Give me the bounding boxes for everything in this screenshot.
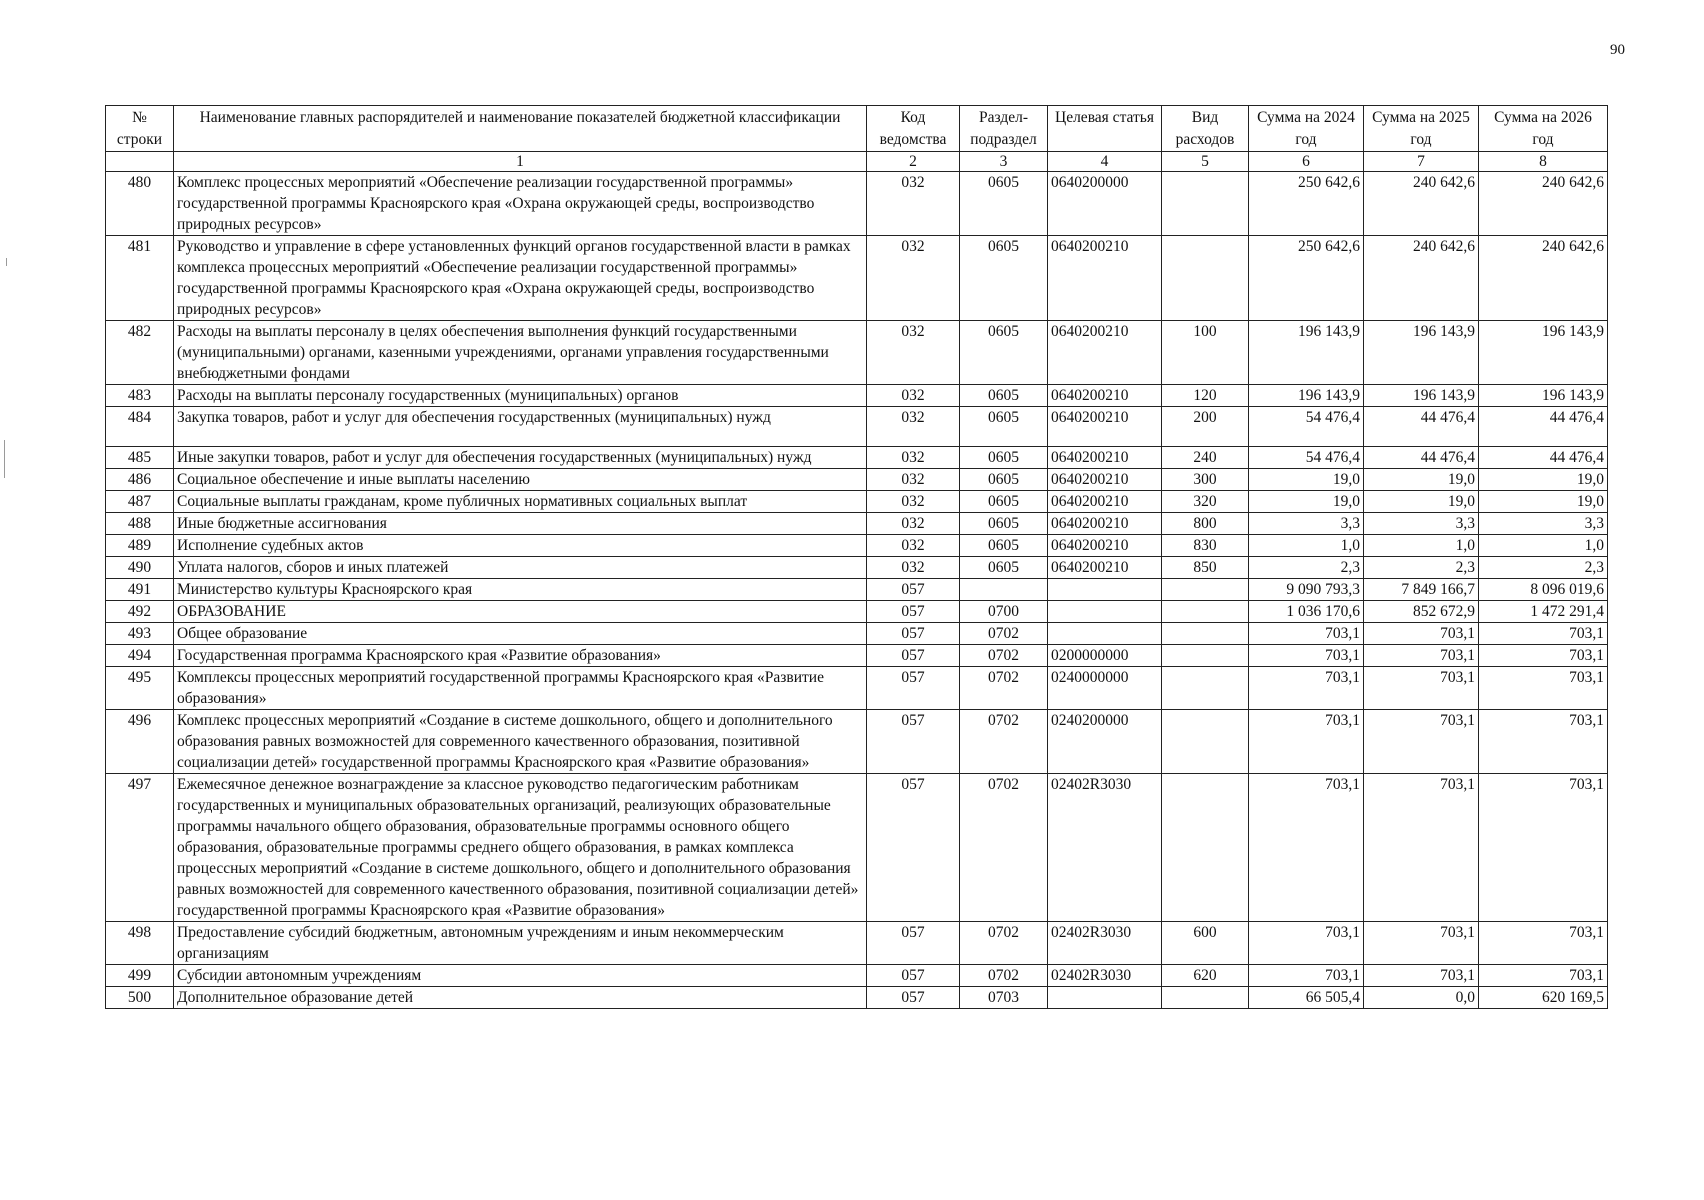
header-sum-2024: Сумма на 2024 год — [1249, 106, 1364, 152]
row-number-cell: 490 — [106, 557, 174, 579]
sum-2025-cell: 703,1 — [1364, 965, 1479, 987]
table-row — [106, 321, 1608, 385]
row-name-cell: Комплекс процессных мероприятий «Обеспечение реализации государственной программы» государственной программы Красноярского края «Охрана окружающей среды, воспроизводство природных ресурсов» — [174, 172, 867, 236]
table-row — [106, 623, 1608, 645]
target-article-cell: 0200000000 — [1048, 645, 1162, 667]
row-number-cell: 484 — [106, 407, 174, 447]
sum-2025-cell: 703,1 — [1364, 922, 1479, 965]
row-name-cell: Общее образование — [174, 623, 867, 645]
target-article-cell: 0640200210 — [1048, 407, 1162, 447]
section-cell: 0605 — [960, 407, 1048, 447]
expense-type-cell: 100 — [1162, 321, 1249, 385]
target-article-cell — [1048, 623, 1162, 645]
section-cell: 0605 — [960, 513, 1048, 535]
row-number-cell: 498 — [106, 922, 174, 965]
row-name-cell: Иные бюджетные ассигнования — [174, 513, 867, 535]
expense-type-cell — [1162, 601, 1249, 623]
sum-2026-cell: 240 642,6 — [1479, 236, 1608, 321]
sum-2025-cell: 703,1 — [1364, 623, 1479, 645]
row-number-cell: 489 — [106, 535, 174, 557]
section-cell: 0702 — [960, 623, 1048, 645]
table-row — [106, 385, 1608, 407]
row-name-cell: Исполнение судебных актов — [174, 535, 867, 557]
header-row-number: № строки — [106, 106, 174, 152]
header-target-article: Целевая статья — [1048, 106, 1162, 152]
header-section: Раздел-подраздел — [960, 106, 1048, 152]
target-article-cell: 0240200000 — [1048, 710, 1162, 774]
dept-code-cell: 057 — [867, 667, 960, 710]
row-number-cell: 485 — [106, 447, 174, 469]
target-article-cell: 0640200210 — [1048, 535, 1162, 557]
dept-code-cell: 032 — [867, 535, 960, 557]
target-article-cell: 02402R3030 — [1048, 774, 1162, 922]
target-article-cell: 0640200210 — [1048, 385, 1162, 407]
header-sum-2026: Сумма на 2026 год — [1479, 106, 1608, 152]
section-cell: 0605 — [960, 469, 1048, 491]
expense-type-cell — [1162, 645, 1249, 667]
table-row — [106, 513, 1608, 535]
row-number-cell: 491 — [106, 579, 174, 601]
scan-artifact — [6, 258, 7, 266]
target-article-cell: 0640200210 — [1048, 236, 1162, 321]
expense-type-cell — [1162, 579, 1249, 601]
header-sum-2025: Сумма на 2025 год — [1364, 106, 1479, 152]
sum-2026-cell: 703,1 — [1479, 710, 1608, 774]
dept-code-cell: 057 — [867, 922, 960, 965]
column-number: 6 — [1249, 152, 1364, 172]
row-name-cell: Предоставление субсидий бюджетным, автономным учреждениям и иным некоммерческим организациям — [174, 922, 867, 965]
expense-type-cell: 620 — [1162, 965, 1249, 987]
table-row — [106, 447, 1608, 469]
target-article-cell: 0640200210 — [1048, 557, 1162, 579]
sum-2026-cell: 19,0 — [1479, 491, 1608, 513]
sum-2024-cell: 703,1 — [1249, 645, 1364, 667]
expense-type-cell — [1162, 623, 1249, 645]
table-row — [106, 236, 1608, 321]
sum-2025-cell: 2,3 — [1364, 557, 1479, 579]
target-article-cell: 0240000000 — [1048, 667, 1162, 710]
sum-2024-cell: 703,1 — [1249, 922, 1364, 965]
sum-2024-cell: 250 642,6 — [1249, 236, 1364, 321]
section-cell: 0605 — [960, 447, 1048, 469]
row-name-cell: ОБРАЗОВАНИЕ — [174, 601, 867, 623]
target-article-cell: 0640200210 — [1048, 321, 1162, 385]
sum-2026-cell: 703,1 — [1479, 623, 1608, 645]
table-row — [106, 645, 1608, 667]
row-number-cell: 492 — [106, 601, 174, 623]
target-article-cell: 0640200210 — [1048, 513, 1162, 535]
column-number: 1 — [174, 152, 867, 172]
header-dept-code: Код ведомства — [867, 106, 960, 152]
target-article-cell — [1048, 601, 1162, 623]
sum-2024-cell: 54 476,4 — [1249, 407, 1364, 447]
dept-code-cell: 057 — [867, 579, 960, 601]
sum-2025-cell: 703,1 — [1364, 667, 1479, 710]
sum-2025-cell: 196 143,9 — [1364, 321, 1479, 385]
sum-2024-cell: 250 642,6 — [1249, 172, 1364, 236]
target-article-cell: 02402R3030 — [1048, 965, 1162, 987]
sum-2025-cell: 19,0 — [1364, 491, 1479, 513]
dept-code-cell: 032 — [867, 407, 960, 447]
dept-code-cell: 032 — [867, 469, 960, 491]
sum-2026-cell: 1,0 — [1479, 535, 1608, 557]
expense-type-cell: 300 — [1162, 469, 1249, 491]
table-row — [106, 557, 1608, 579]
column-number: 5 — [1162, 152, 1249, 172]
sum-2026-cell: 8 096 019,6 — [1479, 579, 1608, 601]
row-name-cell: Государственная программа Красноярского края «Развитие образования» — [174, 645, 867, 667]
expense-type-cell — [1162, 987, 1249, 1009]
table-header-row — [106, 106, 1608, 152]
sum-2026-cell: 44 476,4 — [1479, 447, 1608, 469]
dept-code-cell: 032 — [867, 385, 960, 407]
row-name-cell: Уплата налогов, сборов и иных платежей — [174, 557, 867, 579]
sum-2026-cell: 703,1 — [1479, 667, 1608, 710]
row-name-cell: Дополнительное образование детей — [174, 987, 867, 1009]
target-article-cell: 0640200210 — [1048, 491, 1162, 513]
section-cell: 0702 — [960, 710, 1048, 774]
row-name-cell: Министерство культуры Красноярского края — [174, 579, 867, 601]
target-article-cell: 0640200000 — [1048, 172, 1162, 236]
row-number-cell: 500 — [106, 987, 174, 1009]
column-number: 8 — [1479, 152, 1608, 172]
table-row — [106, 535, 1608, 557]
sum-2024-cell: 196 143,9 — [1249, 385, 1364, 407]
dept-code-cell: 057 — [867, 987, 960, 1009]
expense-type-cell: 800 — [1162, 513, 1249, 535]
target-article-cell: 0640200210 — [1048, 469, 1162, 491]
sum-2025-cell: 703,1 — [1364, 710, 1479, 774]
row-name-cell: Расходы на выплаты персоналу в целях обеспечения выполнения функций государственными (муниципальными) органами, казенными учреждениями, органами управления государственными внебюджетными фондами — [174, 321, 867, 385]
sum-2026-cell: 1 472 291,4 — [1479, 601, 1608, 623]
sum-2024-cell: 19,0 — [1249, 469, 1364, 491]
row-number-cell: 488 — [106, 513, 174, 535]
row-number-cell: 487 — [106, 491, 174, 513]
table-row — [106, 407, 1608, 447]
sum-2026-cell: 620 169,5 — [1479, 987, 1608, 1009]
sum-2025-cell: 7 849 166,7 — [1364, 579, 1479, 601]
section-cell: 0702 — [960, 922, 1048, 965]
column-numbers-row — [106, 152, 1608, 172]
sum-2025-cell: 240 642,6 — [1364, 236, 1479, 321]
dept-code-cell: 032 — [867, 236, 960, 321]
sum-2026-cell: 44 476,4 — [1479, 407, 1608, 447]
sum-2025-cell: 0,0 — [1364, 987, 1479, 1009]
sum-2024-cell: 703,1 — [1249, 623, 1364, 645]
sum-2024-cell: 703,1 — [1249, 965, 1364, 987]
row-name-cell: Иные закупки товаров, работ и услуг для обеспечения государственных (муниципальных) нужд — [174, 447, 867, 469]
section-cell: 0702 — [960, 645, 1048, 667]
sum-2024-cell: 3,3 — [1249, 513, 1364, 535]
column-number: 4 — [1048, 152, 1162, 172]
row-name-cell: Закупка товаров, работ и услуг для обеспечения государственных (муниципальных) нужд — [174, 407, 867, 447]
sum-2025-cell: 240 642,6 — [1364, 172, 1479, 236]
expense-type-cell: 200 — [1162, 407, 1249, 447]
expense-type-cell: 240 — [1162, 447, 1249, 469]
expense-type-cell: 600 — [1162, 922, 1249, 965]
target-article-cell — [1048, 579, 1162, 601]
dept-code-cell: 032 — [867, 513, 960, 535]
sum-2026-cell: 196 143,9 — [1479, 385, 1608, 407]
section-cell: 0605 — [960, 535, 1048, 557]
row-number-cell: 486 — [106, 469, 174, 491]
section-cell — [960, 579, 1048, 601]
sum-2026-cell: 703,1 — [1479, 774, 1608, 922]
dept-code-cell: 057 — [867, 710, 960, 774]
dept-code-cell: 032 — [867, 321, 960, 385]
sum-2026-cell: 196 143,9 — [1479, 321, 1608, 385]
sum-2026-cell: 703,1 — [1479, 922, 1608, 965]
section-cell: 0605 — [960, 321, 1048, 385]
sum-2026-cell: 703,1 — [1479, 645, 1608, 667]
sum-2025-cell: 1,0 — [1364, 535, 1479, 557]
sum-2024-cell: 1,0 — [1249, 535, 1364, 557]
row-number-cell: 494 — [106, 645, 174, 667]
column-number: 2 — [867, 152, 960, 172]
section-cell: 0605 — [960, 385, 1048, 407]
page-number: 90 — [1610, 42, 1625, 58]
target-article-cell: 02402R3030 — [1048, 922, 1162, 965]
row-name-cell: Социальное обеспечение и иные выплаты населению — [174, 469, 867, 491]
row-number-cell: 496 — [106, 710, 174, 774]
row-number-cell: 482 — [106, 321, 174, 385]
row-number-cell: 499 — [106, 965, 174, 987]
row-name-cell: Субсидии автономным учреждениям — [174, 965, 867, 987]
sum-2025-cell: 703,1 — [1364, 774, 1479, 922]
expense-type-cell: 120 — [1162, 385, 1249, 407]
row-number-cell: 483 — [106, 385, 174, 407]
sum-2024-cell: 2,3 — [1249, 557, 1364, 579]
row-name-cell: Социальные выплаты гражданам, кроме публичных нормативных социальных выплат — [174, 491, 867, 513]
sum-2025-cell: 703,1 — [1364, 645, 1479, 667]
table-row — [106, 774, 1608, 922]
table-row — [106, 922, 1608, 965]
scan-artifact — [4, 440, 5, 478]
row-name-cell: Комплекс процессных мероприятий «Создание в системе дошкольного, общего и дополнительного образования равных возможностей для современного качественного образования, позитивной социализации детей» государственной программы Красноярского края «Развитие образования» — [174, 710, 867, 774]
dept-code-cell: 032 — [867, 491, 960, 513]
dept-code-cell: 032 — [867, 557, 960, 579]
dept-code-cell: 057 — [867, 623, 960, 645]
header-name: Наименование главных распорядителей и наименование показателей бюджетной классификации — [174, 106, 867, 152]
row-number-cell: 493 — [106, 623, 174, 645]
table-body — [106, 172, 1608, 1009]
section-cell: 0702 — [960, 965, 1048, 987]
sum-2025-cell: 852 672,9 — [1364, 601, 1479, 623]
section-cell: 0605 — [960, 557, 1048, 579]
sum-2026-cell: 240 642,6 — [1479, 172, 1608, 236]
sum-2024-cell: 703,1 — [1249, 667, 1364, 710]
target-article-cell: 0640200210 — [1048, 447, 1162, 469]
section-cell: 0700 — [960, 601, 1048, 623]
row-name-cell: Комплексы процессных мероприятий государственной программы Красноярского края «Развитие образования» — [174, 667, 867, 710]
section-cell: 0605 — [960, 172, 1048, 236]
expense-type-cell — [1162, 774, 1249, 922]
expense-type-cell — [1162, 667, 1249, 710]
expense-type-cell — [1162, 172, 1249, 236]
sum-2024-cell: 1 036 170,6 — [1249, 601, 1364, 623]
sum-2024-cell: 703,1 — [1249, 774, 1364, 922]
table-row — [106, 965, 1608, 987]
section-cell: 0703 — [960, 987, 1048, 1009]
column-number — [106, 152, 174, 172]
dept-code-cell: 032 — [867, 447, 960, 469]
sum-2024-cell: 19,0 — [1249, 491, 1364, 513]
sum-2026-cell: 19,0 — [1479, 469, 1608, 491]
table-row — [106, 469, 1608, 491]
sum-2024-cell: 54 476,4 — [1249, 447, 1364, 469]
row-number-cell: 481 — [106, 236, 174, 321]
section-cell: 0605 — [960, 491, 1048, 513]
sum-2026-cell: 703,1 — [1479, 965, 1608, 987]
sum-2024-cell: 703,1 — [1249, 710, 1364, 774]
expense-type-cell — [1162, 236, 1249, 321]
dept-code-cell: 057 — [867, 774, 960, 922]
row-name-cell: Руководство и управление в сфере установленных функций органов государственной власти в рамках комплекса процессных мероприятий «Обеспечение реализации государственной программы» государственной программы Красноярского края «Охрана окружающей среды, воспроизводство природных ресурсов» — [174, 236, 867, 321]
expense-type-cell: 320 — [1162, 491, 1249, 513]
dept-code-cell: 057 — [867, 965, 960, 987]
dept-code-cell: 057 — [867, 601, 960, 623]
table-row — [106, 987, 1608, 1009]
expense-type-cell — [1162, 710, 1249, 774]
row-number-cell: 497 — [106, 774, 174, 922]
expense-type-cell: 850 — [1162, 557, 1249, 579]
dept-code-cell: 057 — [867, 645, 960, 667]
table-row — [106, 491, 1608, 513]
sum-2026-cell: 2,3 — [1479, 557, 1608, 579]
sum-2024-cell: 66 505,4 — [1249, 987, 1364, 1009]
sum-2024-cell: 196 143,9 — [1249, 321, 1364, 385]
section-cell: 0702 — [960, 667, 1048, 710]
table-row — [106, 601, 1608, 623]
sum-2025-cell: 44 476,4 — [1364, 447, 1479, 469]
dept-code-cell: 032 — [867, 172, 960, 236]
table-row — [106, 667, 1608, 710]
row-name-cell: Расходы на выплаты персоналу государственных (муниципальных) органов — [174, 385, 867, 407]
sum-2025-cell: 3,3 — [1364, 513, 1479, 535]
row-number-cell: 495 — [106, 667, 174, 710]
budget-table — [105, 105, 1608, 1009]
expense-type-cell: 830 — [1162, 535, 1249, 557]
table-row — [106, 710, 1608, 774]
target-article-cell — [1048, 987, 1162, 1009]
section-cell: 0605 — [960, 236, 1048, 321]
table-row — [106, 172, 1608, 236]
sum-2025-cell: 19,0 — [1364, 469, 1479, 491]
table-row — [106, 579, 1608, 601]
sum-2025-cell: 196 143,9 — [1364, 385, 1479, 407]
sum-2024-cell: 9 090 793,3 — [1249, 579, 1364, 601]
row-name-cell: Ежемесячное денежное вознаграждение за классное руководство педагогическим работникам государственных и муниципальных образовательных организаций, реализующих образовательные программы начального общего образования, образовательные программы основного общего образования, образовательные программы среднего общего образования, в рамках комплекса процессных мероприятий «Создание в системе дошкольного, общего и дополнительного образования равных возможностей для современного качественного образования, позитивной социализации детей» государственной программы Красноярского края «Развитие образования» — [174, 774, 867, 922]
header-expense-type: Вид расходов — [1162, 106, 1249, 152]
column-number: 7 — [1364, 152, 1479, 172]
column-number: 3 — [960, 152, 1048, 172]
row-number-cell: 480 — [106, 172, 174, 236]
section-cell: 0702 — [960, 774, 1048, 922]
sum-2026-cell: 3,3 — [1479, 513, 1608, 535]
sum-2025-cell: 44 476,4 — [1364, 407, 1479, 447]
